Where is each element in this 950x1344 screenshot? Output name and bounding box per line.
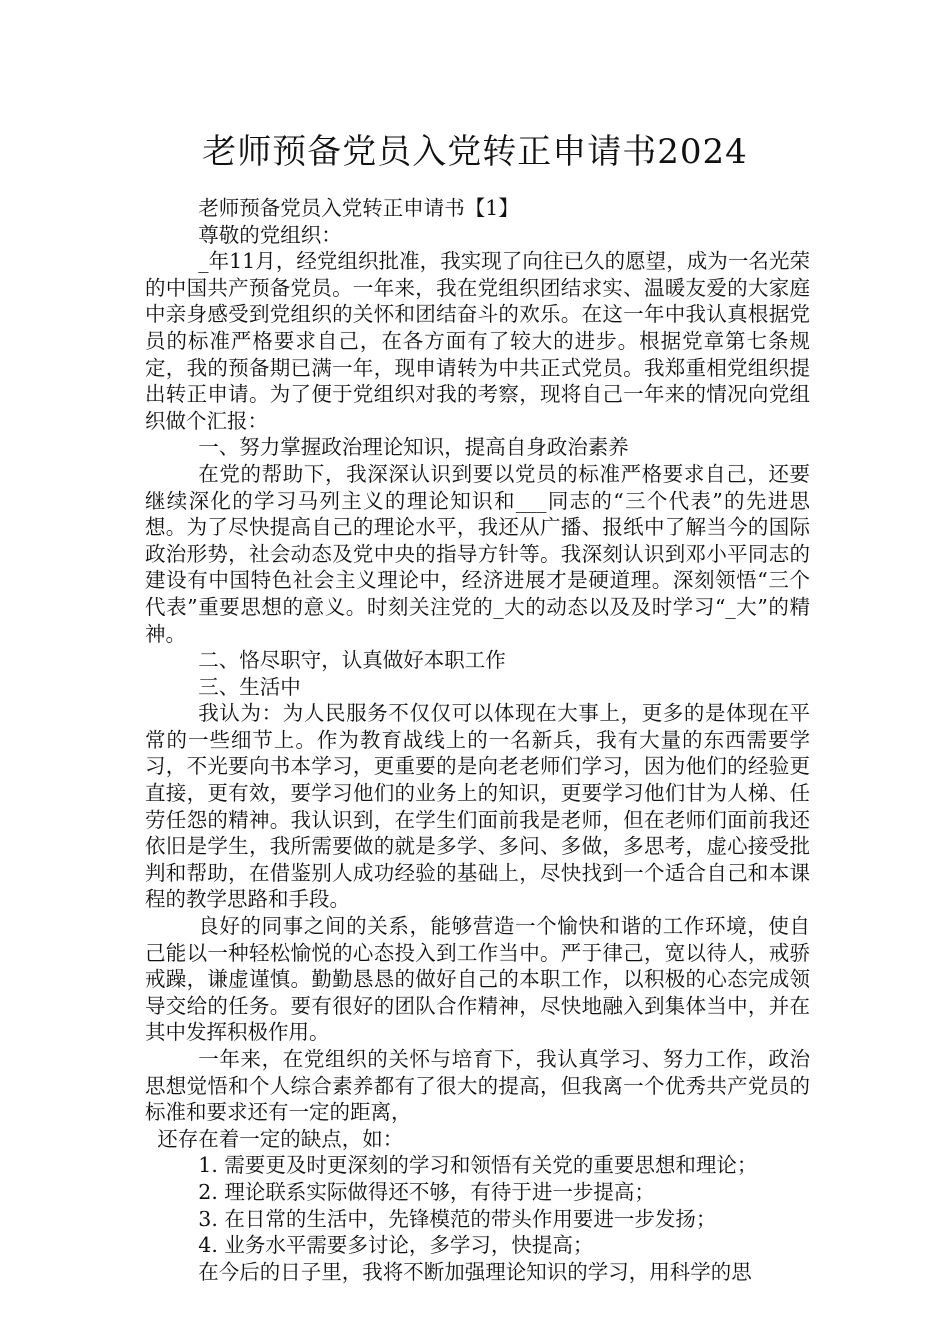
paragraph: 一年来，在党组织的关怀与培育下，我认真学习、努力工作，政治思想觉悟和个人综合素养都有了很大的提高，但我离一个优秀共产党员的标准和要求还有一定的距离，	[145, 1047, 810, 1125]
paragraph: 我认为：为人民服务不仅仅可以体现在大事上，更多的是体现在平常的一些细节上。作为教育战线上的一名新兵，我有大量的东西需要学习，不光要向书本学习，更重要的是向老老师们学习，因为他们的经验更直接，更有效，要学习他们的业务上的知识，更要学习他们甘为人梯、任劳任怨的精神。我认识到，在学生们面前我是老师，但在老师们面前我还依旧是学生，我所需要做的就是多学、多问、多做，多思考，虚心接受批判和帮助，在借鉴别人成功经验的基础上，尽快找到一个适合自己和本课程的教学思路和手段。	[145, 701, 810, 912]
document-title: 老师预备党员入党转正申请书2024	[202, 132, 748, 172]
paragraph: 还存在着一定的缺点，如：	[157, 1126, 404, 1151]
paragraph: 三、生活中	[198, 674, 301, 699]
paragraph: 一、努力掌握政治理论知识，提高自身政治素养	[198, 435, 629, 460]
list-item: 2. 理论联系实际做得还不够，有待于进一步提高；	[198, 1179, 655, 1204]
paragraph: 二、恪尽职守，认真做好本职工作	[198, 648, 506, 673]
paragraph: 在今后的日子里，我将不断加强理论知识的学习，用科学的思	[198, 1259, 752, 1284]
paragraph: 尊敬的党组织：	[198, 222, 342, 247]
list-item: 4. 业务水平需要多讨论，多学习，快提高；	[198, 1233, 594, 1258]
document-body	[145, 195, 810, 1285]
list-item: 1. 需要更及时更深刻的学习和领悟有关党的重要思想和理论；	[198, 1153, 758, 1178]
list-item: 3. 在日常的生活中，先锋模范的带头作用要进一步发扬；	[198, 1206, 717, 1231]
paragraph: 老师预备党员入党转正申请书【1】	[198, 196, 519, 220]
paragraph: _年11月，经党组织批准，我实现了向往已久的愿望，成为一名光荣的中国共产预备党员。一年来，我在党组织团结求实、温暖友爱的大家庭中亲身感受到党组织的关怀和团结奋斗的欢乐。在这一年中我认真根据党员的标准严格要求自己，在各方面有了较大的进步。根据党章第七条规定，我的预备期已满一年，现申请转为中共正式党员。我郑重相党组织提出转正申请。为了便于党组织对我的考察，现将自己一年来的情况向党组织做个汇报：	[145, 249, 810, 433]
paragraph: 在党的帮助下，我深深认识到要以党员的标准严格要求自己，还要继续深化的学习马列主义的理论知识和___同志的“三个代表”的先进思想。为了尽快提高自己的理论水平，我还从广播、报纸中了解当今的国际政治形势，社会动态及党中央的指导方针等。我深刻认识到邓小平同志的建设有中国特色社会主义理论中，经济进展才是硬道理。深刻领悟“三个代表”重要思想的意义。时刻关注党的_大的动态以及及时学习“_大”的精神。	[145, 461, 810, 646]
paragraph: 良好的同事之间的关系，能够营造一个愉快和谐的工作环境，使自己能以一种轻松愉悦的心态投入到工作当中。严于律己，宽以待人，戒骄戒躁，谦虚谨慎。勤勤恳恳的做好自己的本职工作，以积极的心态完成领导交给的任务。要有很好的团队合作精神，尽快地融入到集体当中，并在其中发挥积极作用。	[145, 914, 810, 1045]
